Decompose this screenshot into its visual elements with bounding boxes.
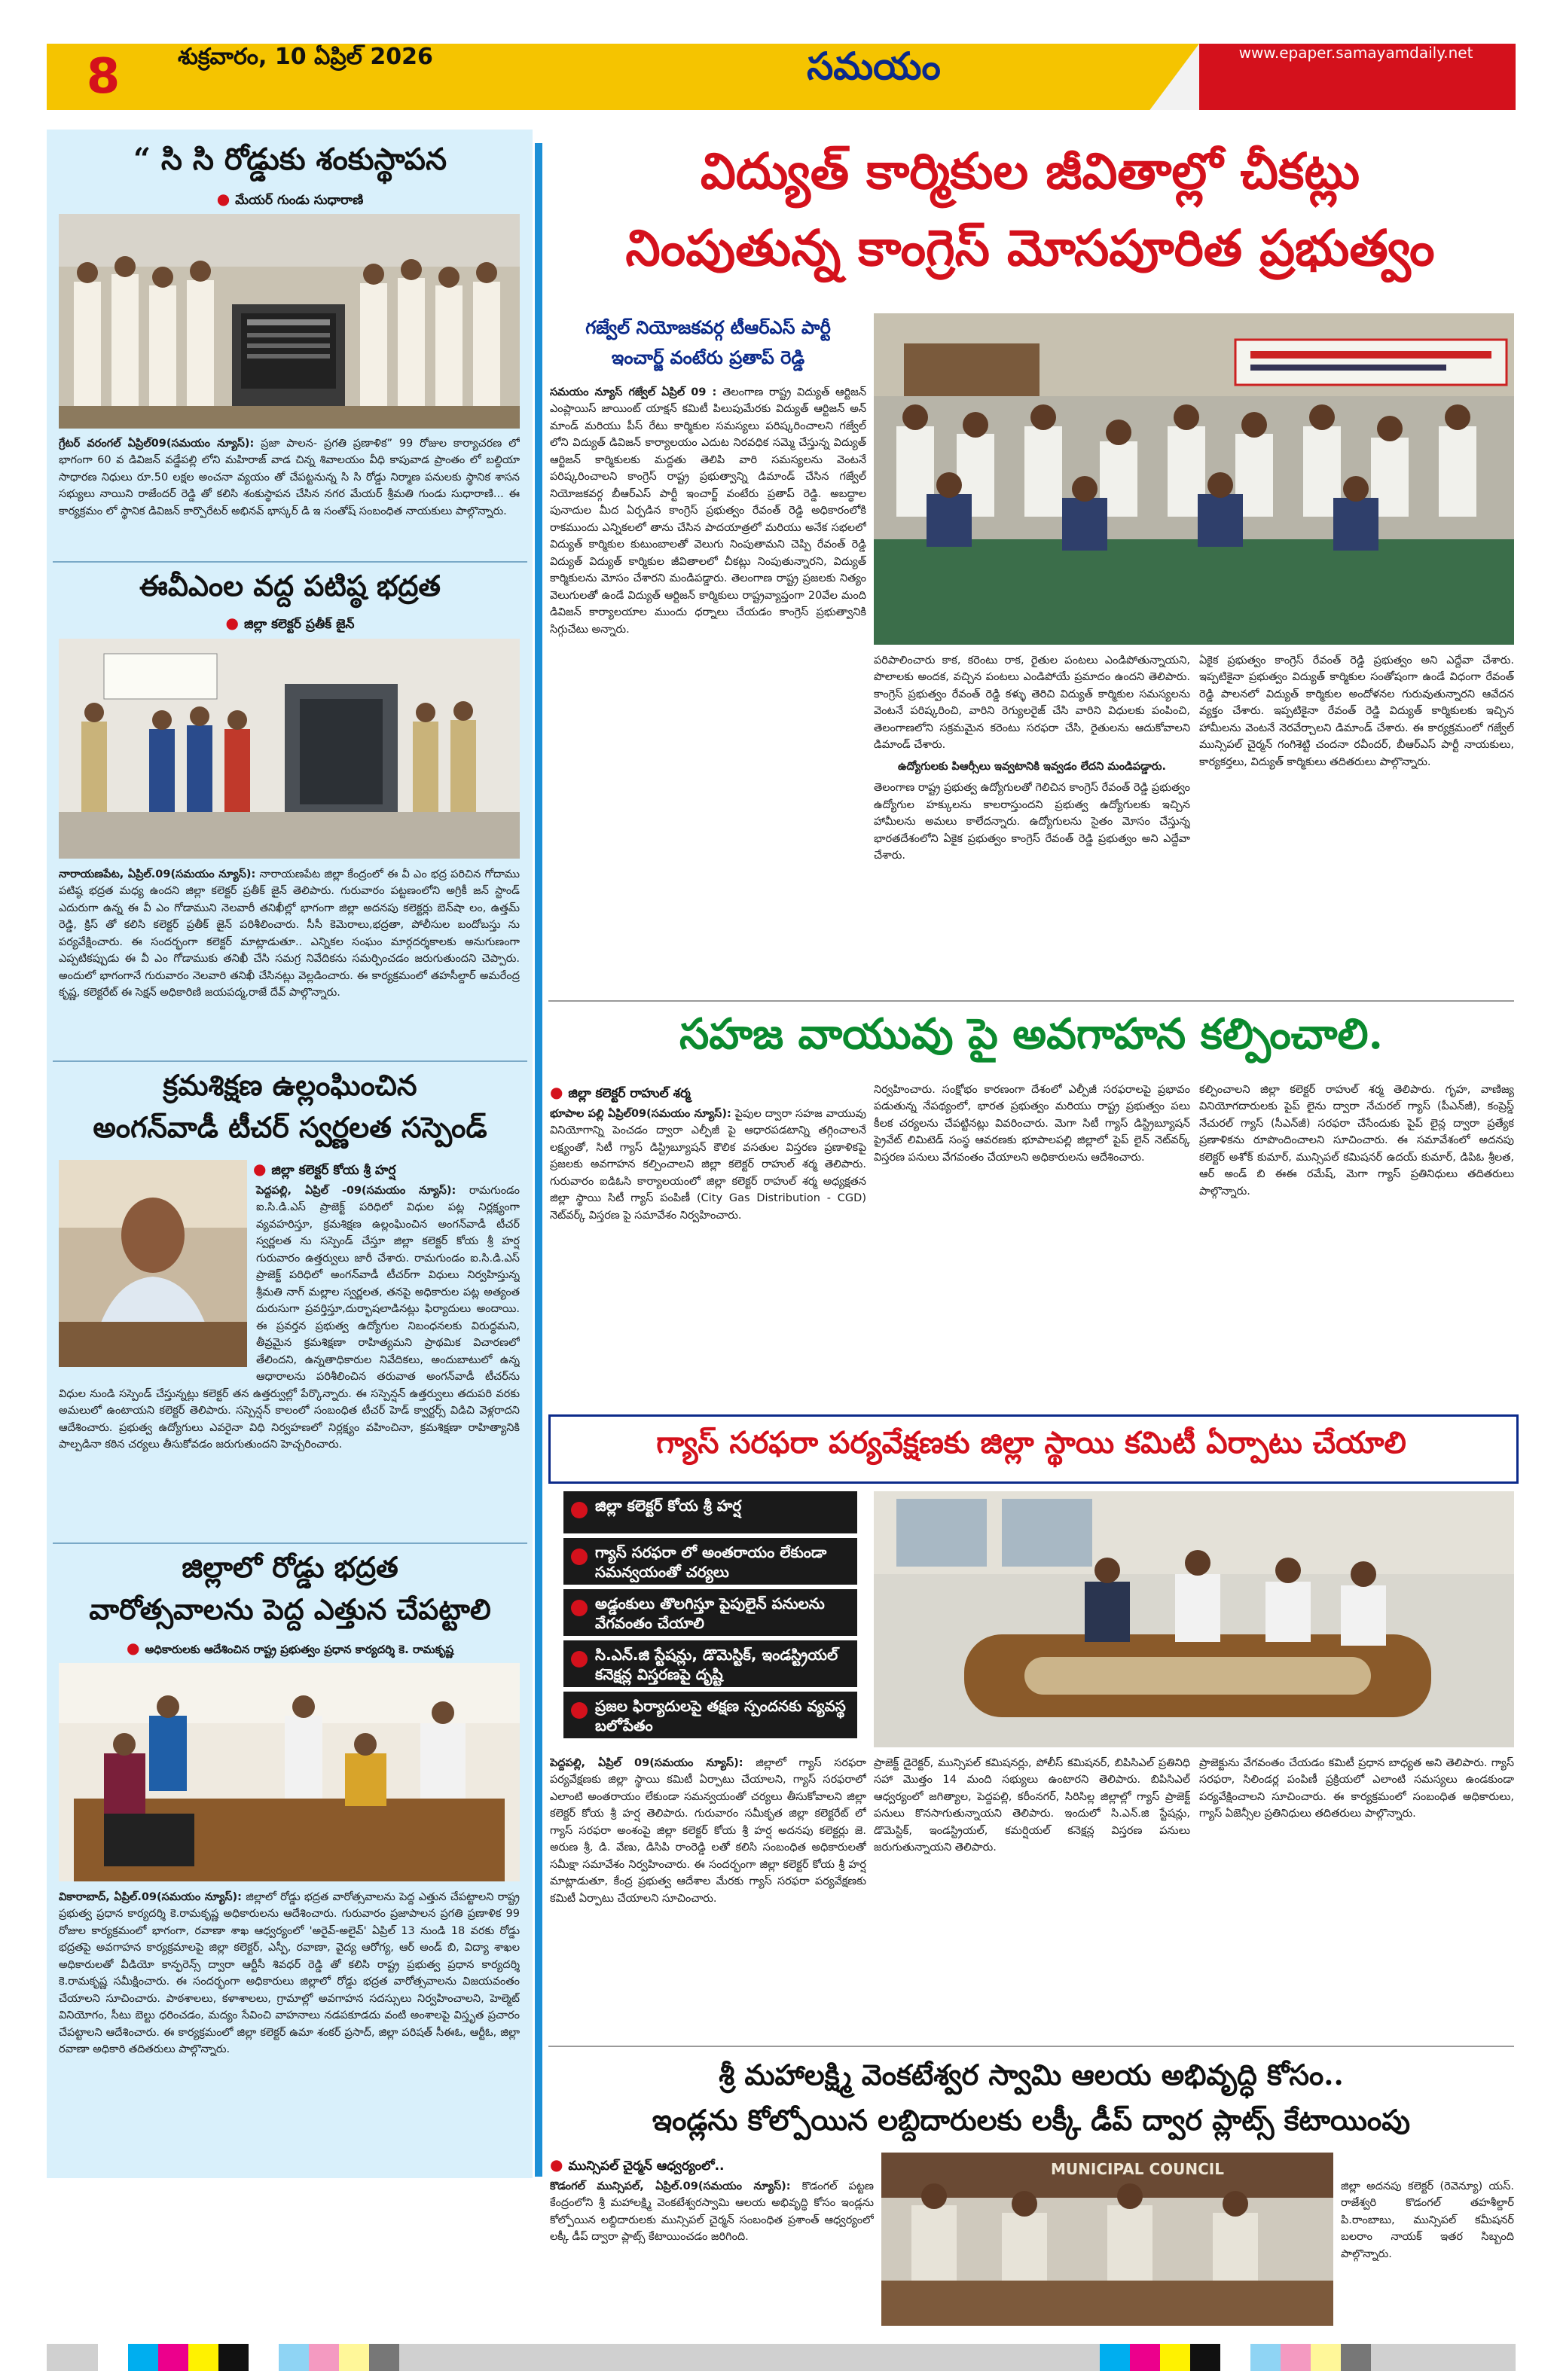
swatch <box>128 2344 158 2371</box>
lead-body-col3 <box>1199 652 1514 994</box>
story4-photo <box>59 1663 520 1881</box>
story3-headline-2: అంగన్‌వాడీ టీచర్ స్వర్ణలత సస్పెండ్ <box>93 1110 487 1144</box>
lead-text-4: ఏకైక ప్రభుత్వం కాంగ్రెస్ రేవంత్ రెడ్డి ప్రభుత్వం అని ఎద్దేవా చేశారు. ఇప్పటికైనా ప్రభుత్వం విద్యుత్ కార్మికుల సంతోషంగా ఉండే విధంగా రేవంత్ రెడ్డి పాలనలో విద్యుత్ కార్మికుల అందోళనల గురువుతున్నారని ఆవేదన వ్యక్తం చేశారు. ఇప్పటికైనా రేవంత్ రెడ్డి విద్యుత్ కార్మికులకు ఇచ్చిన హామీలను వెంటనే నెరవేర్చాలని డిమాండ్ చేశారు. ఈ కార్యక్రమంలో గజ్వేల్ మున్సిపల్ చైర్మన్ గంగిశెట్టి చందనా రవీందర్, బీఆర్ఎస్ పార్టీ నాయకులు, కార్యకర్తలు, విద్యుత్ కార్మికులు తదితరులు పాల్గొన్నారు. <box>1199 654 1514 768</box>
swatch <box>279 2344 309 2371</box>
gas-body-col2 <box>874 1755 1190 2041</box>
bullet-dot-icon: ● <box>550 2156 569 2174</box>
bullet-icon <box>571 1600 588 1616</box>
divider <box>548 1000 1514 1002</box>
bullet-dot-icon: ● <box>225 614 244 632</box>
bullet-icon <box>571 1651 588 1668</box>
temple-dateline: కొడంగల్ మున్సిపల్, ఏప్రిల్.09(సమయం న్యూస్): <box>550 2180 791 2192</box>
swatch <box>309 2344 339 2371</box>
story3-body <box>59 1182 520 1536</box>
bullet-icon <box>571 1702 588 1719</box>
swatch <box>218 2344 249 2371</box>
photo-spacer <box>59 1182 256 1371</box>
swatch <box>369 2344 399 2371</box>
story4-text: జిల్లాలో రోడ్డు భద్రత వారోత్సవాలను పెద్ద ఎత్తున చేపట్టాలని రాష్ట్ర ప్రభుత్వ ప్రధాన కార్యదర్శి కె.రామకృష్ణ అధికారులను ఆదేశించారు. గురువారం ప్రజాపాలన ప్రగతి ప్రణాళిక 99 రోజుల కార్యక్రమంలో భాగంగా, రవాణా శాఖ ఆధ్వర్యంలో 'అరైవ్-అలైవ్' ఏప్రిల్ 13 నుండి 18 వరకు రోడ్డు భద్రతపై అవగాహన కార్యక్రమాలపై జిల్లా కలెక్టర్, ఎస్పీ, రవాణా, వైద్య ఆరోగ్య, ఆర్ అండ్ బి, విద్యా శాఖల అధికారులతో వీడియో కాన్ఫరెన్స్ ద్వారా ఆర్టీసీ శివధర్ రెడ్డి తో కలిసి రాష్ట్ర ప్రభుత్వ ప్రధాన కార్యదర్శి కె.రామకృష్ణ సమీక్షించారు. ఈ సందర్భంగా అధికారులు జిల్లాలో రోడ్డు భద్రత వారోత్సవాలను విజయవంతం చేయాలని సూచించారు. పాఠశాలలు, కళాశాలలు, గ్రామాల్లో అవగాహన సదస్సులు నిర్వహించాలని, హెల్మెట్ వినియోగం, సీటు బెల్టు ధరించడం, మద్యం సేవించి వాహనాలు నడపకూడదు వంటి అంశాలపై విస్తృత ప్రచారం చేపట్టాలని ఆదేశించారు. ఈ కార్యక్రమంలో జిల్లా కలెక్టర్ ఉమా శంకర్ ప్రసాద్, జిల్లా పరిషత్ సీఈఓ, ఆర్టీఓ, జిల్లా రవాణా అధికారి తదితరులు పాల్గొన్నారు. <box>59 1891 520 2056</box>
story1-byline-text: మేయర్ గుండు సుధారాణి <box>235 193 364 208</box>
swatch <box>1250 2344 1281 2371</box>
swatch <box>98 2344 128 2371</box>
swatch <box>1311 2344 1341 2371</box>
temple-headline-2: ఇండ్లను కోల్పోయిన లబ్దిదారులకు లక్కీ డీప్ ద్వార ప్లాట్స్ కేటాయింపు <box>652 2103 1411 2137</box>
swatch <box>1281 2344 1311 2371</box>
sahaja-byline <box>550 1083 866 1104</box>
swatch <box>249 2344 279 2371</box>
bullet-icon <box>571 1549 588 1565</box>
lead-text-1: తెలంగాణ రాష్ట్ర విద్యుత్ ఆర్టిజన్ ఎంప్లాయిస్ జాయింట్ యాక్షన్ కమిటీ పిలుపుమేరకు విద్యుత్ ఆర్టిజన్ అన్ మాండ్ మరియు పీస్ రేటు కార్మికుల సమస్యలు పరిష్కరించాలని గజ్వేల్ లోని విద్యుత్ డివిజన్ కార్యాలయం ఎదుట నిరవధిక సమ్మె చేస్తున్న విద్యుత్ ఆర్టిజన్ కార్మికులకు మద్దతు తెలిపి వారి సమస్యలను వెంటనే పరిష్కరించాలని కాంగ్రెస్ రాష్ట్ర ప్రభుత్వాన్ని డిమాండ్ చేసిన గజ్వేల్ నియోజకవర్గ బీఆర్ఎస్ పార్టీ ఇంచార్జ్ వంటేరు ప్రతాప్ రెడ్డి. అబద్ధాల పునాదుల మీద ఏర్పడిన కాంగ్రెస్ ప్రభుత్వం రేవంత్ రెడ్డి అధికారంలోకి రాకముందు ఎన్నికలలో తాను చేసిన పాదయాత్రలో మరియు అనేక సభలలో విద్యుత్ కార్మికుల కుటుంబాలతో వెలుగు నింపుతామని చెప్పి రేవంత్ రెడ్డి విద్యుత్ విద్యుత్ కార్మికుల జీవితాలలో చీకట్లు నింపుతున్నారని, విద్యుత్ కార్మికులను మోసం చేశారని మండిపడ్డారు. తెలంగాణ రాష్ట్ర ప్రజలకు నిత్యం వెలుగులతో ఉండే విద్యుత్ ఆర్టిజన్ కార్మికులు రాష్ట్రవ్యాప్తంగా 20వేల మంది డివిజన్ కార్యాలయాల ముందు ధర్నాలు చేయడం కాంగ్రెస్ ప్రభుత్వానికి సిగ్గుచేటు అన్నారు. <box>550 386 866 636</box>
swatch <box>1100 2344 1130 2371</box>
sahaja-body-col3 <box>1199 1082 1514 1407</box>
gas-bullet-1 <box>563 1491 857 1533</box>
story2-byline-text: జిల్లా కలెక్టర్ ప్రతీక్ జైన్ <box>243 617 355 632</box>
temple-text: కొడంగల్ పట్టణ కేంద్రంలోని శ్రీ మహాలక్ష్మి వెంకటేశ్వరస్వామి ఆలయ అభివృద్ధి కోసం ఇండ్లను కోల్పోయిన లబ్దిదారులకు మున్సిపల్ చైర్మన్ సంబంధిత ప్రశాంత్ ఆధ్వర్యంలో లక్కీ డీప్ ద్వారా ప్లాట్స్ కేటాయించడం జరిగింది. <box>550 2180 874 2244</box>
temple-body-side <box>1341 2178 1514 2325</box>
bullet-icon <box>571 1502 588 1518</box>
review-meeting-image <box>874 1491 1514 1747</box>
swatch <box>1190 2344 1220 2371</box>
temple-body <box>550 2178 874 2325</box>
issue-date: శుక్రవారం, 10 ఏప్రిల్ 2026 <box>178 44 433 70</box>
sahaja-body-col2 <box>874 1082 1190 1407</box>
lead-text-2: పరిపాలించారు కాక, కరెంటు రాక, రైతుల పంటలు ఎండిపోతున్నాయని, పొలాలకు అందక, వచ్చిన పంటలు ఎండిపోయే ప్రమాదం ఉందని తెలిపారు. కాంగ్రెస్ ప్రభుత్వం రేవంత్ రెడ్డి కళ్ళు తెరిచి విద్యుత్ కార్మికుల సమస్యలను వెంటనే పరిష్కరించి, వారిని రెగ్యులరైజ్ చేసి వారిని విధులకు పంపించి, తెలంగాణలోని సక్రమమైన కరెంటు సరఫరా చేసి, రైతులను ఆదుకోవాలని డిమాండ్ చేశారు. <box>874 654 1190 752</box>
story3-dateline: పెద్దపల్లి, ఏప్రిల్ -09(సమయం న్యూస్): <box>256 1185 456 1197</box>
swatch <box>339 2344 369 2371</box>
lead-headline-1: విద్యుత్ కార్మికుల జీవితాల్లో చీకట్లు <box>700 142 1360 200</box>
gas-photo <box>874 1491 1514 1747</box>
story4-headline-2: వారోత్సవాలను పెద్ద ఎత్తున చేపట్టాలి <box>89 1592 491 1626</box>
lead-text-3: తెలంగాణ రాష్ట్ర ప్రభుత్వ ఉద్యోగులతో గెలిచిన కాంగ్రెస్ రేవంత్ రెడ్డి ప్రభుత్వం ఉద్యోగుల హక్కులను కాలరాస్తుందని ప్రభుత్వ ఉద్యోగులకు ఇచ్చిన హామీలను అమలు కాలేదన్నారు. ఉద్యోగులను సైతం మోసం చేస్తున్న భారతదేశంలోని ఏకైక ప్రభుత్వం కాంగ్రెస్ రేవంత్ రెడ్డి ప్రభుత్వం అని ఎద్దేవా చేశారు. <box>874 782 1190 862</box>
divider <box>53 561 527 563</box>
story4-byline <box>53 1639 527 1659</box>
lead-dateline: సమయం న్యూస్ గజ్వేల్ ఏప్రిల్ 09 : <box>550 386 717 398</box>
column-divider <box>535 143 542 2177</box>
gas-bullet-text: సి.ఎన్.జి స్టేషన్లు, డొమెస్టిక్, ఇండస్ట్రియల్ కనెక్షన్ల విస్తరణపై దృష్టి <box>595 1646 838 1683</box>
story2-byline <box>53 614 527 635</box>
gas-bullet-text: గ్యాస్ సరఫరా లో అంతరాయం లేకుండా సమన్వయంతో చర్యలు <box>595 1543 827 1581</box>
story1-body <box>59 435 520 556</box>
gas-bullet-2 <box>563 1538 857 1585</box>
sahaja-text-3: కల్పించాలని జిల్లా కలెక్టర్ రాహుల్ శర్మ తెలిపారు. గృహ, వాణిజ్య వినియోగదారులకు పైప్ లైను ద్వారా నేచురల్ గ్యాస్ (పీఎన్‌జీ), కంప్రెస్డ్ నేచురల్ గ్యాస్ (సీఎన్‌జీ) సరఫరా చేసేందుకు పైప్ లైన్ల ద్వారా ప్రత్యేక ప్రణాళికను రూపొందించాలని సూచించారు. ఈ సమావేశంలో అదనపు కలెక్టర్ అశోక్ కుమార్, మున్సిపల్ కమిషనర్ ఉదయ్ కుమార్, డిపిఓ శ్రీలత, ఆర్ అండ్ బి ఈఈ రమేష్, మెగా గ్యాస్ ప్రతినిధులు తదితరులు పాల్గొన్నారు. <box>1199 1084 1514 1198</box>
gas-bullet-text: జిల్లా కలెక్టర్ కోయ శ్రీ హర్ష <box>595 1497 742 1515</box>
story2-text: నారాయణపేట జిల్లా కేంద్రంలో ఈ వీ ఎం భద్ర పరిచిన గోదాము పటిష్ఠ భద్రత మధ్య ఉందని జిల్లా కలెక్టర్ ప్రతీక్ జైన్ తెలిపారు. గురువారం పట్టణంలోని అగ్రికీ జన్ స్టాండ్ ఎదురుగా ఉన్న ఈ వీ ఎం గోడాముని నెలవారీ తనిఖీల్లో భాగంగా జిల్లా అదనపు కలెక్టర్లు బెన్‌షా లం, ఉత్తమ్ రెడ్డి, క్రిస్ తో కలిసి కలెక్టర్ ప్రతీక్ జైన్ పరిశీలించారు. సీసీ కెమెరాలు,భద్రతా, పోలీసుల బందోబస్తు ను పర్యవేక్షించారు. ఈ సందర్భంగా కలెక్టర్ మాట్లాడుతూ.. ఎన్నికల సంఘం మార్గదర్శకాలకు అనుగుణంగా ఎప్పటికప్పుడు ఈ వీ ఎం గోడాముకు తనిఖీ చేసి సమగ్ర నివేదికను సమర్పించడం జరుగుతుందని చెప్పారు. అందులో భాగంగానే గురువారం నెలవారి తనిఖీ చేసినట్లు వెల్లడించారు. ఈ కార్యక్రమంలో తహసీల్దార్ అమరేంద్ర కృష్ణ, కలెక్టరేట్ ఈ సెక్షన్ అధికారిణి జయపద్మ,రాజే దేవ్ పాల్గొన్నారు. <box>59 868 520 999</box>
temple-text-side: జిల్లా అదనపు కలెక్టర్ (రెవెన్యూ) యస్. రాజేశ్వరి కొడంగల్ తహశీల్దార్ పి.రాంబాబు, మున్సిపల్ కమీషనర్ బలరాం నాయక్ ఇతర సిబ్బంది పాల్గొన్నారు. <box>1341 2180 1514 2260</box>
gas-headline: గ్యాస్ సరఫరా పర్యవేక్షణకు జిల్లా స్థాయి కమిటీ ఏర్పాటు చేయాలి <box>656 1425 1406 1460</box>
story2-headline: ఈవీఎంల వద్ద పటిష్ఠ భద్రత <box>139 569 441 603</box>
story3-byline-text: జిల్లా కలెక్టర్ కోయ శ్రీ హర్ష <box>271 1163 396 1178</box>
gas-bullet-4 <box>563 1640 857 1687</box>
swatch <box>1341 2344 1371 2371</box>
swatch <box>158 2344 188 2371</box>
gas-body-col1 <box>550 1755 866 2041</box>
divider <box>548 2046 1514 2047</box>
story1-byline <box>53 190 527 211</box>
gas-dateline: పెద్దపల్లి, ఏప్రిల్ 09(సమయం న్యూస్): <box>550 1757 743 1769</box>
lead-subhead-2: ఇంచార్జ్ వంటేరు ప్రతాప్ రెడ్డి <box>611 346 805 368</box>
epaper-url[interactable]: www.epaper.samayamdaily.net <box>1238 44 1473 62</box>
gas-text-3: ప్రాజెక్టును వేగవంతం చేయడం కమిటీ ప్రధాన బాధ్యత అని తెలిపారు. గ్యాస్ సరఫరా, సిలిండర్ల పంపిణీ ప్రక్రియలో ఎలాంటి సమస్యలు ఉండకుండా పర్యవేక్షించాలని సూచించారు. ఈ కార్యక్రమంలో సంబంధిత అధికారులు, గ్యాస్ ఏజెన్సీల ప్రతినిధులు తదితరులు పాల్గొన్నారు. <box>1199 1757 1514 1820</box>
story4-byline-text: అధికారులకు ఆదేశించిన రాష్ట్ర ప్రభుత్వం ప్రధాన కార్యదర్శి కె. రామకృష్ణ <box>145 1643 454 1656</box>
story1-dateline: గ్రేటర్ వరంగల్ ఏప్రిల్09(సమయం న్యూస్): <box>59 438 255 450</box>
gas-text-2: ప్రాజెక్ట్ డైరెక్టర్, మున్సిపల్ కమిషనర్లు, పోలీస్ కమిషనర్, బిపిసిఎల్ ప్రతినిధి సహా మొత్తం 14 మంది సభ్యులు ఉంటారని తెలిపారు. బిపిసిఎల్ ఆధ్వర్యంలో జగిత్యాల, పెద్దపల్లి, కరీంనగర్, సిరిసిల్ల జిల్లాల్లో గ్యాస్ ప్రాజెక్ట్ పనులు కొనసాగుతున్నాయని తెలిపారు. ఇందులో సి.ఎన్.జి స్టేషన్లు, డొమెస్టిక్, ఇండస్ట్రియల్, కమర్షియల్ కనెక్షన్ల విస్తరణ పనులు జరుగుతున్నాయని తెలిపారు. <box>874 1757 1190 1854</box>
story3-headline-1: క్రమశిక్షణ ఉల్లంఘించిన <box>163 1068 417 1102</box>
lead-body-col2 <box>874 652 1190 994</box>
paper-logo: సమయం <box>807 44 941 88</box>
foundation-ceremony-image <box>59 214 520 429</box>
sahaja-text-2: నిర్వహించారు. సంక్షోభం కారణంగా దేశంలో ఎల్పీజీ సరఫరాలపై ప్రభావం పడుతున్న నేపథ్యంలో, భారత ప్రభుత్వం మరియు రాష్ట్ర ప్రభుత్వం పలు కీలక చర్యలను చేపట్టినట్లు వివరించారు. మెగా సిటీ గ్యాస్ డిస్ట్రిబ్యూషన్ ప్రైవేట్ లిమిటెడ్ సంస్థ ఆవరణకు భూపాలపల్లి జిల్లాలో పైప్ లైన్ నెట్‌వర్క్ విస్తరణ పనులు వేగవంతం చేయాలని అధికారులను ఆదేశించారు. <box>874 1084 1190 1164</box>
page-number: 8 <box>86 49 121 105</box>
sahaja-body-col1 <box>550 1106 866 1407</box>
temple-headline-1: శ్రీ మహాలక్ష్మి వెంకటేశ్వర స్వామి ఆలయ అభివృద్ధి కోసం.. <box>719 2058 1344 2092</box>
gas-bullet-5 <box>563 1692 857 1738</box>
bullet-dot-icon: ● <box>550 1083 569 1101</box>
swatch <box>188 2344 218 2371</box>
sahaja-dateline: భూపాల పల్లి ఏప్రిల్09(సమయం న్యూస్): <box>550 1108 731 1120</box>
lead-inline-subhead: ఉద్యోగులకు పిఆర్సీలు ఇవ్వటానికి ఇవ్వడం లేదని మండిపడ్డారు. <box>897 760 1167 773</box>
photo-sign-text: MUNICIPAL COUNCIL <box>1051 2160 1224 2178</box>
temple-byline-text: మున్సిపల్ చైర్మన్ ఆధ్వర్యంలో.. <box>568 2159 725 2174</box>
gas-bullet-text: అడ్డంకులు తొలగిస్తూ పైపులైన్ పనులను వేగవంతం చేయాలి <box>595 1594 825 1632</box>
story1-headline: “ సి సి రోడ్డుకు శంకుస్థాపన <box>133 142 447 177</box>
story2-photo <box>59 639 520 859</box>
story1-photo <box>59 214 520 429</box>
bullet-dot-icon: ● <box>126 1639 145 1657</box>
story3-byline <box>253 1160 524 1181</box>
protest-image <box>874 313 1514 645</box>
gas-bullet-3 <box>563 1589 857 1636</box>
story2-dateline: నారాయణపేట, ఏప్రిల్.09(సమయం న్యూస్): <box>59 868 256 880</box>
sahaja-byline-text: జిల్లా కలెక్టర్ రాహుల్ శర్మ <box>568 1086 691 1101</box>
sahaja-text-1: పైపుల ద్వారా సహజ వాయువు వినియోగాన్ని పెంచడం ద్వారా ఎల్పీజీ పై ఆధారపడటాన్ని తగ్గించాలనే లక్ష్యంతో, సిటీ గ్యాస్ డిస్ట్రిబ్యూషన్ కౌలిక వసతుల విస్తరణ ప్రణాళికపై ప్రజలకు అవగాహన కల్పించాలని జిల్లా కలెక్టర్ రాహుల్ శర్మ తెలిపారు. గురువారం ఐడిఓసి కార్యాలయంలో జిల్లా కలెక్టర్ రాహుల్ శర్మ అధ్యక్షతన జిల్లా స్థాయి సిటీ గ్యాస్ పంపిణీ (City Gas Distribution - CGD) నెట్‌వర్క్ విస్తరణ పై సమావేశం నిర్వహించారు. <box>550 1108 866 1222</box>
lead-body-col1 <box>550 384 866 994</box>
gas-text-1: జిల్లాలో గ్యాస్ సరఫరా పర్యవేక్షణకు జిల్లా స్థాయి కమిటీ ఏర్పాటు చేయాలని, గ్యాస్ సరఫరాలో ఎలాంటి అంతరాయం లేకుండా సమన్వయంతో చర్యలు తీసుకోవాలని జిల్లా కలెక్టర్ కోయ శ్రీ హర్ష తెలిపారు. గురువారం సమీకృత జిల్లా కలెక్టరేట్ లో గ్యాస్ సరఫరా అంశంపై జిల్లా కలెక్టర్ కోయ శ్రీ హర్ష అదనపు కలెక్టర్లు జె. అరుణ శ్రీ, డి. వేణు, డిసిపి రాంరెడ్డి లతో కలిసి సంబంధిత అధికారులతో సమీక్షా సమావేశం నిర్వహించారు. ఈ సందర్భంగా జిల్లా కలెక్టర్ కోయ శ్రీ హర్ష మాట్లాడుతూ, కేంద్ర ప్రభుత్వ ఆదేశాల మేరకు గ్యాస్ సరఫరా పర్యవేక్షణకు కమిటీ ఏర్పాటు చేయాలని సూచించారు. <box>550 1757 866 1905</box>
temple-byline <box>550 2156 896 2177</box>
swatch <box>1160 2344 1190 2371</box>
divider <box>53 1542 527 1544</box>
sahaja-headline: సహజ వాయువు పై అవగాహన కల్పించాలి. <box>679 1009 1384 1059</box>
divider <box>53 1060 527 1062</box>
swatch <box>1220 2344 1250 2371</box>
gas-bullet-text: ప్రజల ఫిర్యాదులపై తక్షణ స్పందనకు వ్యవస్థ బలోపేతం <box>595 1697 846 1735</box>
swatch <box>1130 2344 1160 2371</box>
story3-text: రామగుండం ఐ.సి.డి.ఎస్ ప్రాజెక్ట్ పరిధిలో విధుల పట్ల నిర్లక్ష్యంగా వ్యవహరిస్తూ, క్రమశిక్షణ ఉల్లంఘించిన అంగన్‌వాడీ టీచర్ స్వర్ణలత ను సస్పెండ్ చేస్తూ జిల్లా కలెక్టర్ కోయ శ్రీ హర్ష గురువారం ఉత్తర్వులు జారీ చేశారు. రామగుండం ఐ.సి.డి.ఎస్ ప్రాజెక్ట్ పరిధిలో అంగన్‌వాడీ టీచర్‌గా విధులు నిర్వహిస్తున్న శ్రీమతి నాగ్ మల్లాల స్వర్ణలత, తనపై అధికారుల పట్ల అత్యంత దురుసుగా ప్రవర్తిస్తూ,దుర్భాషలాడినట్లు ఫిర్యాదులు అందాయి. ఈ ప్రవర్తన ప్రభుత్వ ఉద్యోగుల నిబంధనలకు విరుద్ధమని, తీవ్రమైన క్రమశిక్షణా రాహిత్యమని ప్రాథమిక విచారణలో తేలిందని, ఉన్నతాధికారుల నివేదికలు, అందుబాటులో ఉన్న ఆధారాలను పరిశీలించిన తరువాత అంగన్‌వాడీ టీచర్‌ను విధుల నుండి సస్పెండ్ చేస్తున్నట్లు కలెక్టర్ తన ఉత్తర్వుల్లో పేర్కొన్నారు. ఈ సస్పెన్షన్ ఉత్తర్వులు తదుపరి వరకు అమలులో ఉంటాయని కలెక్టర్ తెలిపారు. సస్పెన్షన్ కాలంలో సంబంధిత టీచర్ హెడ్ క్వార్టర్స్ విడిచి వెళ్లరాదని ఆదేశించారు. ప్రభుత్వ ఉద్యోగులు ఎవరైనా విధి నిర్వహణలో నిర్లక్ష్యం వహించినా, క్రమశిక్షణా రాహిత్యానికి పాల్పడినా కఠిన చర్యలు తీసుకోవడం జరుగుతుందని హెచ్చరించారు. <box>59 1185 520 1451</box>
lead-subhead-1: గజ్వేల్ నియోజకవర్గ టీఆర్ఎస్ పార్టీ <box>585 316 831 338</box>
lead-headline-2: నింపుతున్న కాంగ్రెస్ మోసపూరిత ప్రభుత్వం <box>625 218 1435 277</box>
story4-dateline: వికారాబాద్, ఏప్రిల్.09(సమయం న్యూస్): <box>59 1891 242 1903</box>
video-conference-image <box>59 1663 520 1881</box>
lead-photo <box>874 313 1514 645</box>
story1-text: ప్రజా పాలన- ప్రగతి ప్రణాళిక” 99 రోజుల కార్యాచరణ లో భాగంగా 60 వ డివిజన్ వడ్డేపల్లి లోని మహిరాజ్ వాడ చిన్న శివాలయం వీధి కాపువాడ ప్రాంతం లో బల్దియా సాధారణ నిధులు రూ.50 లక్షల అంచనా వ్యయం తో చేపట్టనున్న సి సి రోడ్డు నిర్మాణ పనులకు స్థానిక శాసన సభ్యులు నాయిని రాజేందర్ రెడ్డి తో కలిసి శంకుస్థాపన చేసిన నగర మేయర్ శ్రీమతి గుండు సుధారాణి... ఈ కార్యక్రమం లో స్థానిక డివిజన్ కార్పొరేటర్ అభినవ్ భాస్కర్ డి ఇ సంతోష్ సంబంధిత నాయకులు పాల్గొన్నారు. <box>59 438 520 517</box>
story4-body <box>59 1889 520 2175</box>
gas-body-col3 <box>1199 1755 1514 2041</box>
evm-godown-image <box>59 639 520 859</box>
story4-headline-1: జిల్లాలో రోడ్డు భద్రత <box>182 1550 398 1584</box>
bullet-dot-icon: ● <box>216 190 236 208</box>
bullet-dot-icon: ● <box>253 1160 272 1178</box>
story2-body <box>59 866 520 1054</box>
